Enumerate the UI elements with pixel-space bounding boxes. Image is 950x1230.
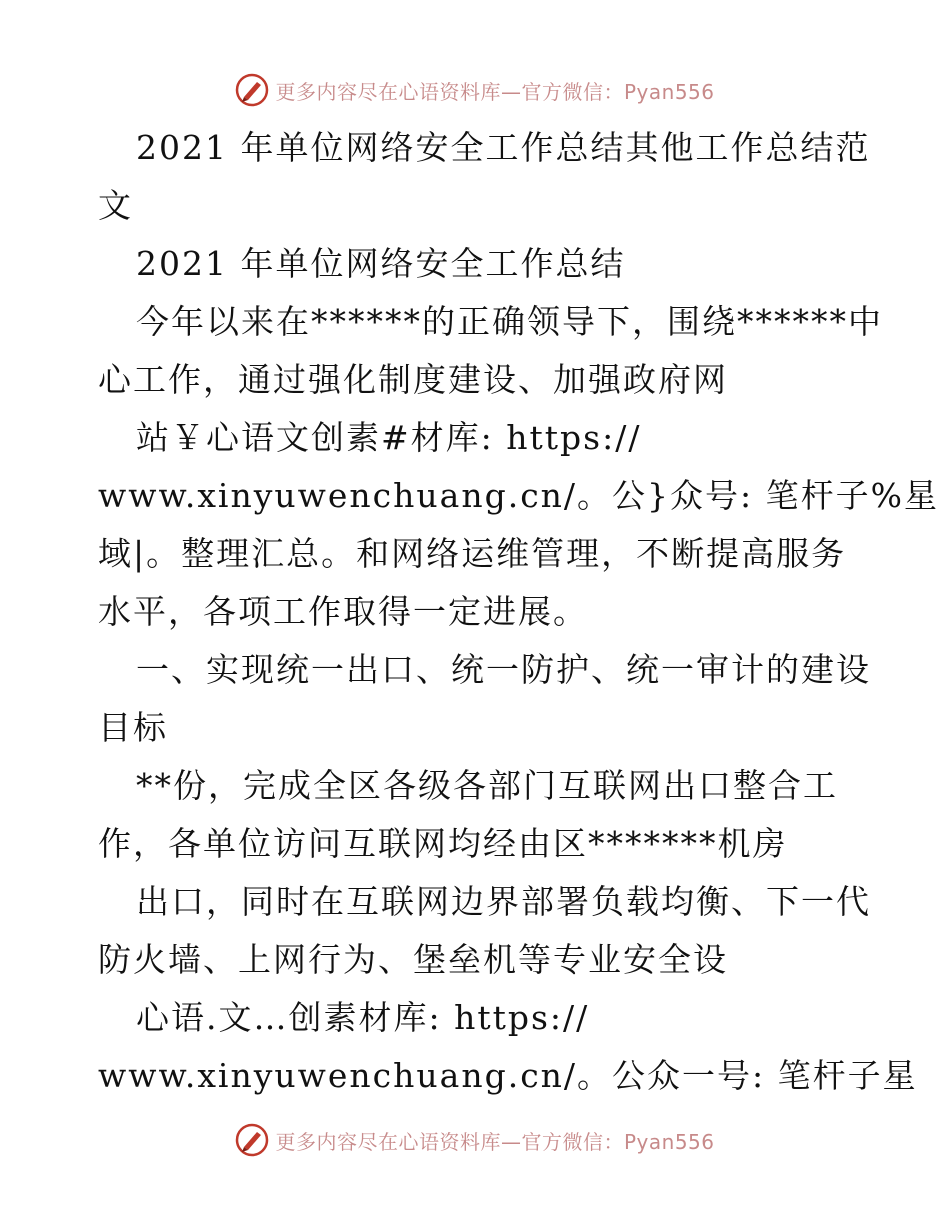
section-heading-line-1: 一、实现统一出口、统一防护、统一审计的建设 [136, 650, 871, 689]
document-title-line-2: 文 [98, 186, 133, 225]
footer-banner-separator: — [500, 1129, 522, 1154]
paragraph-line: www.xinyuwenchuang.cn/。公众一号: 笔杆子星 [98, 1056, 918, 1095]
section-heading-line-2: 目标 [98, 708, 168, 747]
paragraph-line: 防火墙、上网行为、堡垒机等专业安全设 [98, 940, 728, 979]
pen-logo-icon [235, 1123, 269, 1157]
paragraph-line: 水平，各项工作取得一定进展。 [98, 592, 588, 631]
paragraph-line: 今年以来在******的正确领导下，围绕******中 [136, 302, 883, 341]
paragraph-line: 心工作，通过强化制度建设、加强政府网 [98, 360, 728, 399]
paragraph-line: **份，完成全区各级各部门互联网出口整合工 [136, 766, 838, 805]
header-banner [0, 70, 950, 110]
paragraph-line: 作，各单位访问互联网均经由区*******机房 [98, 824, 788, 863]
header-banner-label: 更多内容尽在心语资料库 [275, 79, 501, 104]
footer-banner-contact: 官方微信： [521, 1129, 624, 1154]
header-banner-contact: 官方微信： [521, 79, 624, 104]
paragraph-line: 站￥心语文创素#材库: https:// [136, 418, 642, 457]
header-banner-text [275, 76, 714, 105]
header-banner-account: Pyan556 [623, 79, 715, 104]
paragraph-line: www.xinyuwenchuang.cn/。公}众号: 笔杆子%星 [98, 476, 940, 515]
paragraph-line: 心语.文…创素材库: https:// [136, 998, 590, 1037]
footer-banner [0, 1120, 950, 1160]
paragraph-line: 域|。整理汇总。和网络运维管理，不断提高服务 [98, 534, 847, 573]
footer-banner-account: Pyan556 [623, 1129, 715, 1154]
pen-logo-icon [235, 73, 269, 107]
document-subtitle: 2021 年单位网络安全工作总结 [136, 244, 626, 283]
paragraph-line: 出口，同时在互联网边界部署负载均衡、下一代 [136, 882, 871, 921]
document-title-line-1: 2021 年单位网络安全工作总结其他工作总结范 [136, 128, 871, 167]
footer-banner-label: 更多内容尽在心语资料库 [275, 1129, 501, 1154]
header-banner-separator: — [500, 79, 522, 104]
footer-banner-text [275, 1126, 714, 1155]
